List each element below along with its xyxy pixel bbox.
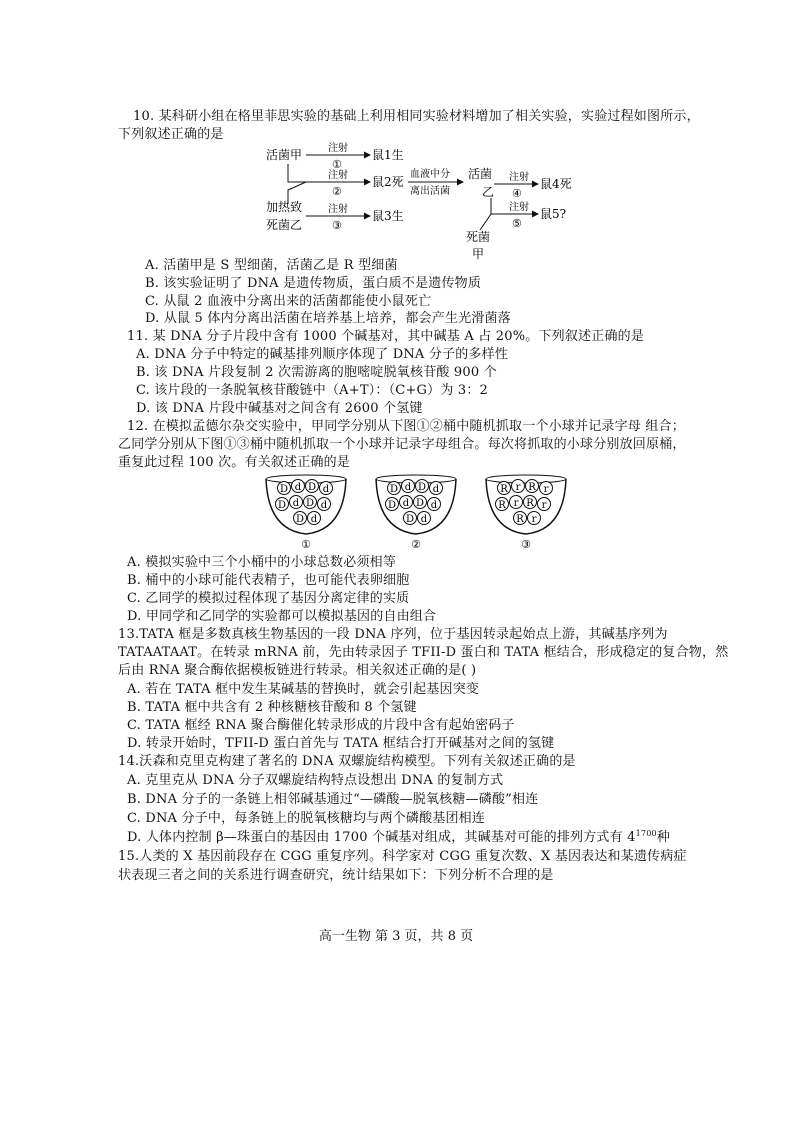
q12-stem-line3: 重复此过程 100 次。有关叙述正确的是	[118, 455, 351, 470]
ball-letter: d	[432, 484, 440, 495]
bucket-rim	[266, 475, 346, 483]
mendel-buckets-diagram	[262, 472, 592, 554]
q13-stem-line3: 后由 RNA 聚合酶依据模板链进行转录。相关叙述正确的是( )	[118, 663, 477, 678]
q14-option-b: B. DNA 分子的一条链上相邻碱基通过“—磷酸—脱氧核糖—磷酸”相连	[127, 792, 539, 807]
ball-letter: D	[405, 514, 415, 525]
q13-option-d: D. 转录开始时，TFII-D 蛋白首先与 TATA 框结合打开碱基对之间的氢键	[127, 736, 555, 751]
branch-line-3	[491, 198, 506, 214]
heat-killed-label-2: 死菌乙	[266, 218, 303, 232]
separate-label-top: 血液中分	[410, 169, 450, 180]
q10-option-a: A. 活菌甲是 S 型细菌，活菌乙是 R 型细菌	[145, 258, 398, 273]
q14-option-c: C. DNA 分子中，每条链上的脱氧核糖均与两个磷酸基团相连	[127, 811, 486, 826]
ball-letter: R	[498, 500, 506, 511]
q12-stem-line2: 乙同学分别从下图①③桶中随机抓取一个小球并记录字母组合。每次将抓取的小球分别放回原桶，	[118, 437, 686, 452]
ball-letter: r	[513, 498, 519, 509]
bucket-label: ①	[301, 538, 311, 551]
mouse-5-result: 鼠5?	[540, 207, 567, 221]
ball-letter: d	[294, 482, 302, 493]
bucket-1	[266, 475, 346, 551]
q11-option-c: C. 该片段的一条脱氧核苷酸链中（A+T）：（C+G）为 3：2	[136, 383, 488, 398]
q11-stem: 11. 某 DNA 分子片段中含有 1000 个碱基对，其中碱基 A 占 20%。下列叙述正确的是	[127, 329, 645, 344]
ball-letter: r	[541, 500, 547, 511]
ball-letter: D	[295, 514, 305, 525]
step-4-number: ④	[512, 187, 522, 200]
live-bacteria-b-label-2: 乙	[482, 185, 495, 199]
ball-letter: d	[322, 484, 330, 495]
q12-option-a: A. 模拟实验中三个小桶中的小球总数必须相等	[127, 555, 397, 570]
ball-letter: d	[430, 500, 438, 511]
ball-letter: d	[402, 498, 410, 509]
ball-letter: r	[531, 514, 537, 525]
q13-stem-line2: TATAATAAT。在转录 mRNA 前，先由转录因子 TFII-D 蛋白和 TATA 框结合，形成稳定的复合物，然	[118, 645, 729, 660]
ball-letter: d	[320, 500, 328, 511]
bucket-3	[486, 475, 566, 551]
q13-option-a: A. 若在 TATA 框中发生某碱基的替换时，就会引起基因突变	[127, 682, 480, 697]
q13-option-b: B. TATA 框中共含有 2 种核糖核苷酸和 8 个氢键	[127, 700, 417, 715]
step-5-number: ⑤	[512, 217, 522, 230]
inject-label-1: 注射	[328, 143, 348, 154]
inject-label-3: 注射	[328, 204, 348, 215]
bucket-label: ②	[411, 538, 421, 551]
q12-option-d: D. 甲同学和乙同学的实验都可以模拟基因的自由组合	[127, 609, 437, 624]
mouse-2-result: 鼠2死	[372, 175, 404, 189]
inject-label-4: 注射	[509, 172, 529, 183]
q12-stem-line1: 12. 在模拟孟德尔杂交实验中，甲同学分别从下图①②桶中随机抓取一个小球并记录字母 组合；	[127, 419, 685, 434]
q14-option-d-main: D. 人体内控制 β—珠蛋白的基因由 1700 个碱基对组成，其碱基对可能的排列方式有 4	[127, 830, 636, 845]
q12-option-c: C. 乙同学的模拟过程体现了基因分离定律的实质	[127, 591, 410, 606]
mouse-1-result: 鼠1生	[372, 148, 404, 162]
page-footer: 高一生物 第 3 页，共 8 页	[318, 929, 474, 944]
q11-option-d: D. 该 DNA 片段中碱基对之间含有 2600 个氢键	[136, 401, 423, 416]
q14-option-d-tail: 种	[656, 830, 670, 845]
q15-stem-line1: 15.人类的 X 基因前段存在 CGG 重复序列。科学家对 CGG 重复次数、X 基因表达和某遗传病症	[118, 849, 687, 864]
q13-stem-line1: 13.TATA 框是多数真核生物基因的一段 DNA 序列，位于基因转录起始点上游，其碱基序列为	[118, 627, 668, 642]
ball-letter: D	[279, 484, 289, 495]
q13-option-c: C. TATA 框经 RNA 聚合酶催化转录形成的片段中含有起始密码子	[127, 718, 515, 733]
q11-option-a: A. DNA 分子中特定的碱基排列顺序体现了 DNA 分子的多样性	[136, 347, 509, 362]
ball-letter: R	[500, 484, 508, 495]
q14-option-d	[127, 829, 670, 847]
ball-letter: r	[515, 482, 521, 493]
q10-option-b: B. 该实验证明了 DNA 是遗传物质，蛋白质不是遗传物质	[145, 276, 482, 291]
q12-option-b: B. 桶中的小球可能代表精子，也可能代表卵细胞	[127, 573, 410, 588]
live-bacteria-a-label: 活菌甲	[266, 148, 303, 162]
ball-letter: D	[389, 484, 399, 495]
ball-letter: d	[310, 514, 318, 525]
q10-option-c: C. 从鼠 2 血液中分离出来的活菌都能使小鼠死亡	[145, 294, 432, 309]
ball-letter: D	[417, 482, 427, 493]
branch-line-4	[480, 214, 491, 230]
mouse-4-result: 鼠4死	[540, 177, 572, 191]
ball-letter: r	[543, 484, 549, 495]
ball-letter: R	[516, 514, 524, 525]
griffith-experiment-diagram	[258, 142, 608, 262]
q11-option-b: B. 该 DNA 片段复制 2 次需游离的胞嘧啶脱氧核苷酸 900 个	[136, 365, 497, 380]
heat-killed-label-1: 加热致	[266, 200, 303, 214]
step-2-number: ②	[332, 185, 342, 198]
inject-label-5: 注射	[509, 202, 529, 213]
ball-letter: R	[526, 498, 534, 509]
live-bacteria-b-label-1: 活菌	[468, 167, 493, 181]
ball-letter: d	[404, 482, 412, 493]
step-3-number: ③	[332, 219, 342, 232]
bucket-rim	[486, 475, 566, 483]
ball-letter: D	[415, 498, 425, 509]
inject-label-2: 注射	[328, 170, 348, 181]
q14-stem: 14.沃森和克里克构建了著名的 DNA 双螺旋结构模型。下列有关叙述正确的是	[118, 754, 576, 769]
separate-label-bottom: 离出活菌	[410, 186, 450, 197]
ball-letter: R	[528, 482, 536, 493]
ball-letter: d	[420, 514, 428, 525]
q10-option-d: D. 从鼠 5 体内分离出活菌在培养基上培养，都会产生光滑菌落	[145, 311, 511, 326]
ball-letter: D	[387, 500, 397, 511]
mouse-3-result: 鼠3生	[372, 209, 404, 223]
dead-bacteria-a-label-1: 死菌	[466, 230, 491, 244]
bucket-label: ③	[521, 538, 531, 551]
step-1-number: ①	[332, 158, 342, 171]
bucket-2	[376, 475, 456, 551]
ball-letter: D	[305, 498, 315, 509]
q15-stem-line2: 状表现三者之间的关系进行调查研究，统计结果如下：下列分析不合理的是	[118, 868, 554, 883]
q10-stem-line1: 10. 某科研小组在格里菲思实验的基础上利用相同实验材料增加了相关实验，实验过程如图所示，	[133, 109, 700, 124]
ball-letter: d	[292, 498, 300, 509]
q14-option-d-exponent: 1700	[635, 829, 657, 838]
branch-line-1	[288, 164, 306, 182]
dead-bacteria-a-label-2: 甲	[472, 247, 485, 261]
ball-letter: D	[307, 482, 317, 493]
q10-stem-line2: 下列叙述正确的是	[118, 127, 224, 142]
q14-option-a: A. 克里克从 DNA 分子双螺旋结构特点设想出 DNA 的复制方式	[127, 773, 504, 788]
bucket-rim	[376, 475, 456, 483]
ball-letter: D	[277, 500, 287, 511]
